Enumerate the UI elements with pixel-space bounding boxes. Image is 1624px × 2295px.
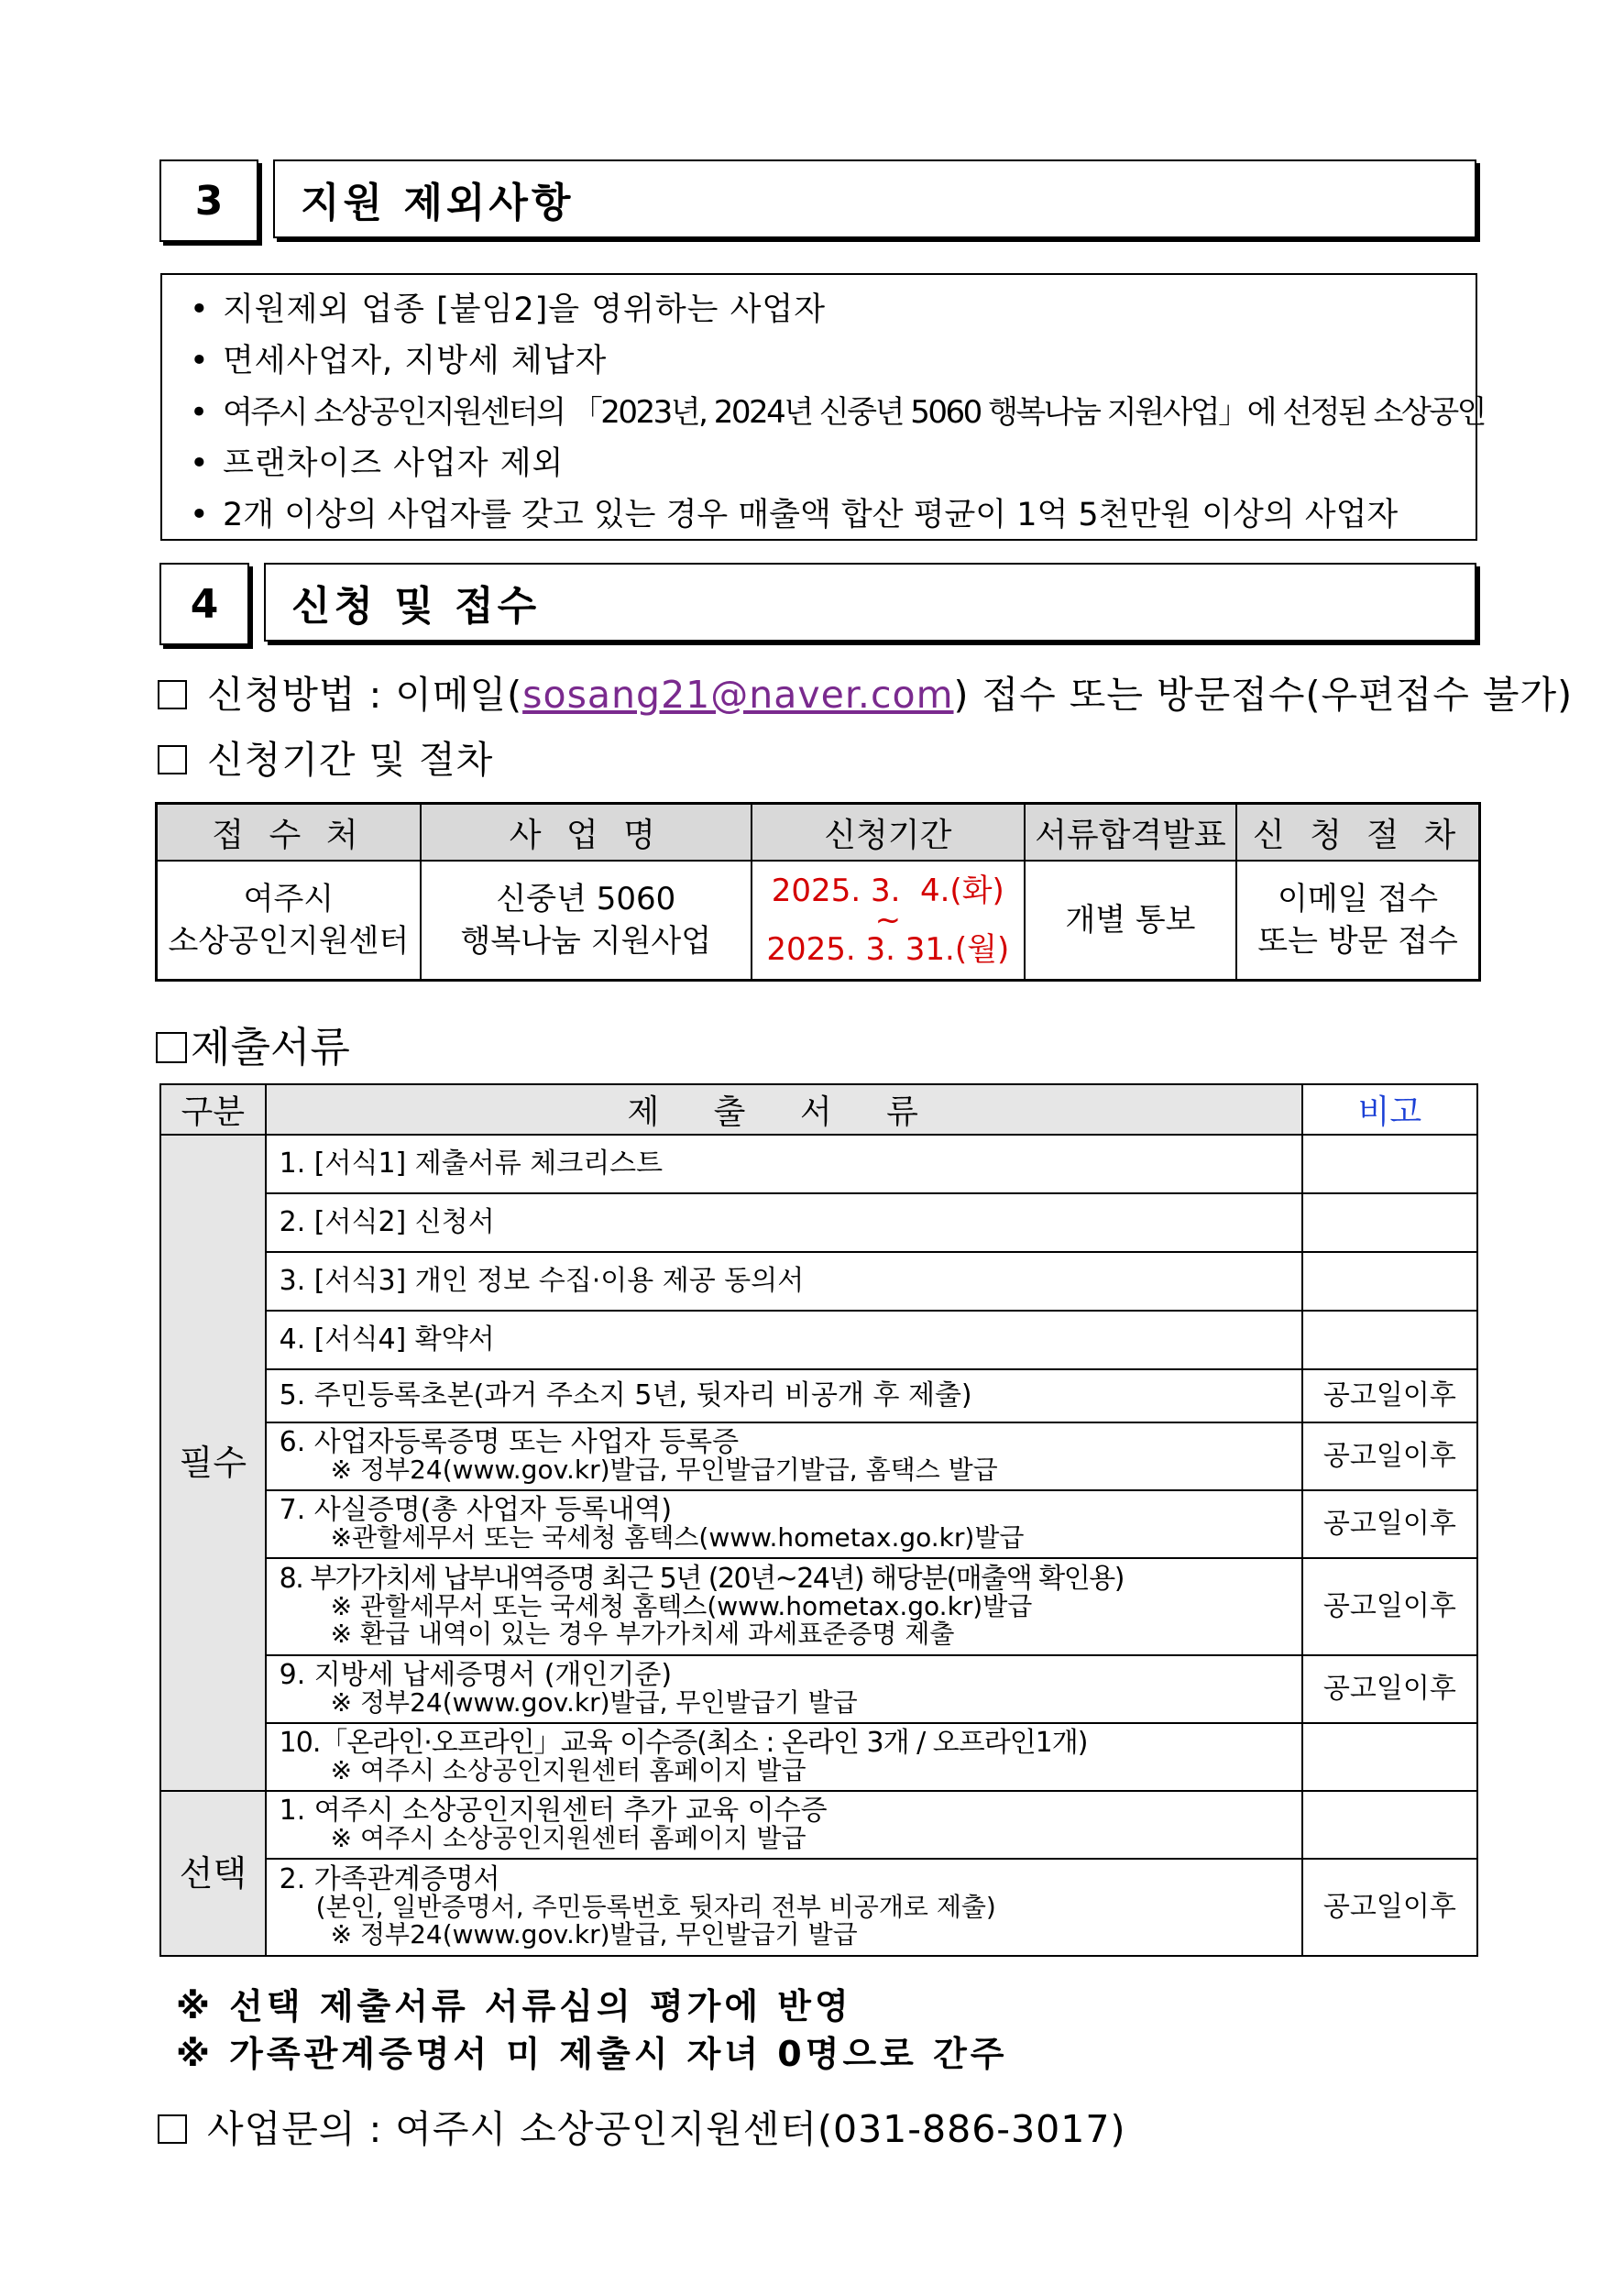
checkbox-icon [158,680,187,709]
documents-table [159,1083,1478,1957]
period-cell: 2025. 3. 4.(화) ~ 2025. 3. 31.(월) [752,861,1025,981]
category-optional: 선택 [160,1791,266,1956]
documents-heading: 제출서류 [156,1014,350,1073]
exclusion-list [190,284,1486,541]
section-4-title: 신청 및 접수 [264,563,1476,642]
checkbox-icon [156,1032,187,1063]
project-cell: 신중년 5060 행복나눔 지원사업 [421,861,752,981]
note-family-cert: ※ 가족관계증명서 미 제출시 자녀 0명으로 간주 [176,2034,1008,2074]
checkbox-icon [158,745,187,774]
contact-info: 사업문의 : 여주시 소상공인지원센터(031-886-3017) [158,2099,1125,2153]
table-row: 9. 지방세 납세증명서 (개인기준) ※ 정부24(www.gov.kr)발급, 무인발급기 발급 공고일이후 [160,1655,1477,1723]
application-period-heading: 신청기간 및 절차 [158,730,493,784]
table-header-row [160,1084,1477,1135]
header-docs: 제 출 서 류 [266,1084,1302,1135]
email-link[interactable]: sosang21@naver.com [522,673,954,717]
checkbox-icon [158,2114,187,2144]
list-item: • 지원제외 업종 [붙임2]을 영위하는 사업자 [190,291,827,328]
table-row: 7. 사실증명(총 사업자 등록내역) ※관할세무서 또는 국세청 홈텍스(www.hometax.go.kr)발급 공고일이후 [160,1490,1477,1558]
table-row [157,861,1480,981]
header-announcement: 서류합격발표 [1025,804,1236,862]
procedure-cell: 이메일 접수 또는 방문 접수 [1236,861,1479,981]
table-row: 8. 부가가치세 납부내역증명 최근 5년 (20년~24년) 해당분(매출액 확인용) ※ 관할세무서 또는 국세청 홈텍스(www.hometax.go.kr)발급 ※ 환급 내역이 있는 경우 부가가치세 과세표준증명 제출 공고일이후 [160,1558,1477,1655]
table-row: 4. [서식4] 확약서 [160,1311,1477,1369]
schedule-table [155,802,1481,982]
table-row: 2. [서식2] 신청서 [160,1193,1477,1252]
office-cell: 여주시 소상공인지원센터 [157,861,421,981]
section-3-title: 지원 제외사항 [273,159,1476,238]
header-category: 구분 [160,1084,266,1135]
list-item: • 프랜차이즈 사업자 제외 [190,445,565,482]
application-method: 신청방법 : 이메일(sosang21@naver.com) 접수 또는 방문접수(우편접수 불가) [158,664,1573,719]
announcement-cell: 개별 통보 [1025,861,1236,981]
list-item: • 여주시 소상공인지원센터의 「2023년, 2024년 신중년 5060 행복나눔 지원사업」에 선정된 소상공인 [190,394,1486,431]
header-project: 사 업 명 [421,804,752,862]
table-row: 6. 사업자등록증명 또는 사업자 등록증 ※ 정부24(www.gov.kr)발급, 무인발급기발급, 홈택스 발급 공고일이후 [160,1422,1477,1490]
table-row: 2. 가족관계증명서 (본인, 일반증명서, 주민등록번호 뒷자리 전부 비공개로 제출) ※ 정부24(www.gov.kr)발급, 무인발급기 발급 공고일이후 [160,1859,1477,1956]
exclusion-list-box [160,273,1486,541]
table-header-row [157,804,1480,862]
table-row: 3. [서식3] 개인 정보 수집·이용 제공 동의서 [160,1252,1477,1311]
category-required: 필수 [160,1135,266,1791]
header-office: 접 수 처 [157,804,421,862]
table-row: 필수 1. [서식1] 제출서류 체크리스트 [160,1135,1477,1193]
table-row: 선택 1. 여주시 소상공인지원센터 추가 교육 이수증 ※ 여주시 소상공인지원센터 홈페이지 발급 [160,1791,1477,1859]
section-4-number: 4 [159,563,249,645]
table-row: 10.「온라인·오프라인」교육 이수증(최소 : 온라인 3개 / 오프라인1개) ※ 여주시 소상공인지원센터 홈페이지 발급 [160,1723,1477,1791]
section-3-number: 3 [159,159,258,242]
list-item: • 면세사업자, 지방세 체납자 [190,343,608,379]
note-optional-docs: ※ 선택 제출서류 서류심의 평가에 반영 [176,1986,852,2026]
header-procedure: 신 청 절 차 [1236,804,1479,862]
list-item: • 2개 이상의 사업자를 갖고 있는 경우 매출액 합산 평균이 1억 5천만원 이상의 사업자 [190,497,1399,533]
header-period: 신청기간 [752,804,1025,862]
header-note: 비고 [1302,1084,1477,1135]
table-row: 5. 주민등록초본(과거 주소지 5년, 뒷자리 비공개 후 제출) 공고일이후 [160,1369,1477,1422]
